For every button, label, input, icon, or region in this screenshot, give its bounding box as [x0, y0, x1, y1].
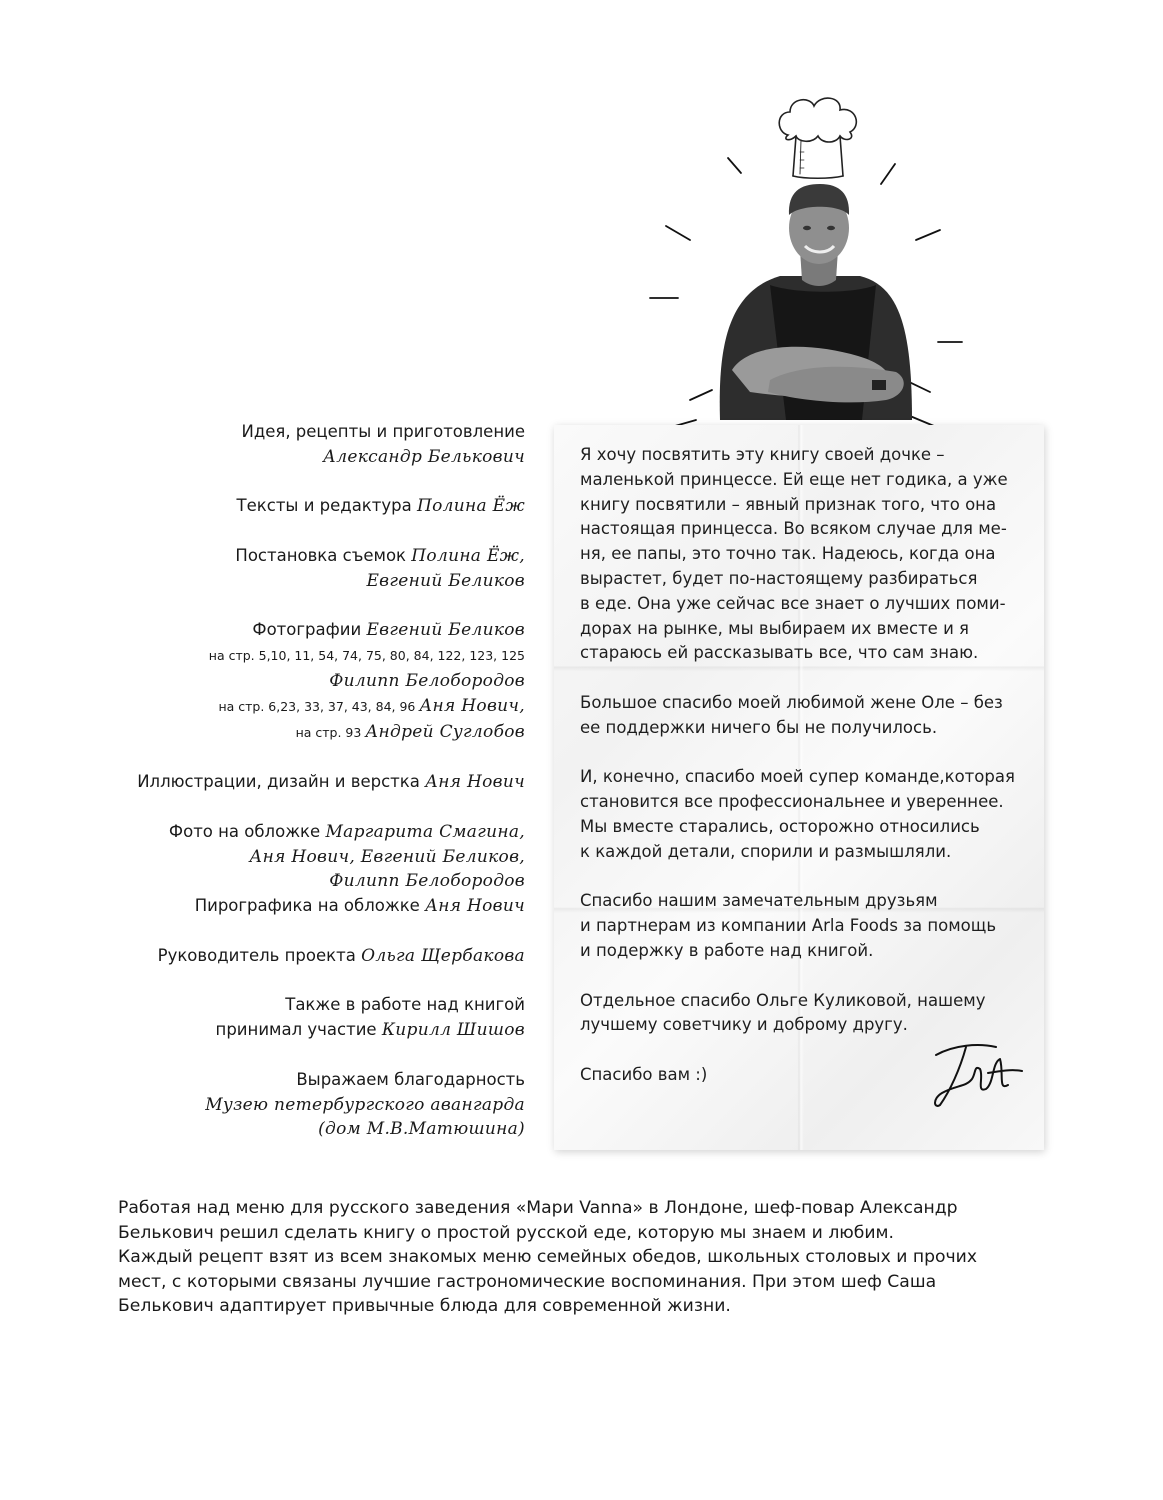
- credit-line: [100, 669, 525, 694]
- credit-name: Музею петербургского авангарда: [205, 1094, 525, 1115]
- credit-line: [100, 1093, 525, 1118]
- credit-name: Ольга Щербакова: [361, 945, 525, 966]
- credit-group: [100, 1068, 525, 1142]
- intro-line: Каждый рецепт взят из всем знакомых меню семейных обедов, школьных столовых и прочих: [118, 1247, 978, 1267]
- credit-role: принимал участие: [215, 1020, 382, 1040]
- letter-line: стараюсь ей рассказывать все, что сам знаю.: [580, 643, 979, 663]
- letter-line: Спасибо нашим замечательным друзьям: [580, 891, 938, 911]
- credit-line: [100, 820, 525, 845]
- letter-line: Отдельное спасибо Ольге Куликовой, нашему: [580, 990, 986, 1010]
- chef-sketch-svg: [600, 80, 1020, 430]
- credit-group: [100, 494, 525, 519]
- letter-paragraph: [580, 989, 1030, 1039]
- letter-line: лучшему советчику и доброму другу.: [580, 1015, 908, 1035]
- credit-name: (дом М.В.Матюшина): [318, 1119, 525, 1140]
- signature-icon: [926, 1033, 1026, 1113]
- credit-name: Евгений Беликов: [366, 570, 525, 591]
- credit-name: Филипп Белобородов: [329, 871, 525, 892]
- letter-line: к каждой детали, спорили и размышляли.: [580, 841, 952, 861]
- credit-line: [100, 720, 525, 746]
- credit-line: [100, 869, 525, 894]
- credit-name: Филипп Белобородов: [329, 670, 525, 691]
- credit-role: Фотографии: [252, 620, 367, 640]
- letter-line: Я хочу посвятить эту книгу своей дочке –: [580, 445, 945, 464]
- credit-group: [100, 944, 525, 969]
- credit-group: [100, 993, 525, 1043]
- credit-line: [100, 845, 525, 870]
- letter-line: Мы вместе старались, осторожно относились: [580, 816, 980, 836]
- letter-paragraph: [580, 765, 1030, 864]
- credit-group: [100, 420, 525, 470]
- credit-group: [100, 544, 525, 594]
- credit-name: Аня Нович: [425, 772, 525, 793]
- letter-line: Большое спасибо моей любимой жене Оле – без: [580, 692, 1003, 712]
- credit-role: Пирографика на обложке: [194, 896, 426, 916]
- credit-line: [100, 770, 525, 795]
- letter-line: и подержку в работе над книгой.: [580, 940, 874, 960]
- letter-paragraph: [580, 443, 1030, 666]
- credit-role: Постановка съемок: [235, 545, 412, 565]
- letter-line: Спасибо вам :): [580, 1064, 708, 1084]
- credit-line: [100, 694, 525, 720]
- chef-illustration: [600, 80, 1020, 430]
- credit-line: [100, 1018, 525, 1043]
- intro-line: Белькович решил сделать книгу о простой русской еде, которую мы знаем и любим.: [118, 1222, 894, 1243]
- letter-line: книгу посвятили – явный признак того, что она: [580, 494, 997, 514]
- credit-line: [100, 420, 525, 445]
- credit-line: [100, 618, 525, 643]
- letter-line: в еде. Она уже сейчас все знает о лучших поми-: [580, 593, 1006, 613]
- credit-group: [100, 618, 525, 745]
- credit-name: Аня Нович, Евгений Беликов,: [249, 846, 525, 867]
- credit-line: [100, 494, 525, 519]
- credit-line: [100, 445, 525, 470]
- credit-role: Руководитель проекта: [157, 945, 362, 965]
- credit-line: [100, 1117, 525, 1142]
- letter-line: и партнерам из компании Arla Foods за помощь: [580, 916, 997, 936]
- credit-name: Аня Нович,: [419, 695, 525, 716]
- intro-line: Белькович адаптирует привычные блюда для современной жизни.: [118, 1296, 731, 1316]
- credit-role: Идея, рецепты и приготовление: [241, 422, 525, 441]
- credit-role: Иллюстрации, дизайн и верстка: [137, 772, 426, 792]
- credit-group: [100, 820, 525, 919]
- credit-role: на стр. 6,23, 33, 37, 43, 84, 96: [218, 698, 420, 714]
- letter-paragraph: [580, 691, 1030, 741]
- credits-column: [100, 420, 525, 1167]
- credit-name: Андрей Суглобов: [365, 721, 525, 742]
- letter-line: настоящая принцесса. Во всяком случае для ме-: [580, 519, 1007, 539]
- chef-photo: [720, 184, 912, 420]
- credit-name: Кирилл Шишов: [381, 1020, 525, 1041]
- credit-name: Маргарита Смагина,: [325, 821, 525, 842]
- credit-line: [100, 1068, 525, 1093]
- intro-line: мест, с которыми связаны лучшие гастрономические воспоминания. При этом шеф Саша: [118, 1271, 937, 1292]
- credit-name: Полина Ёж,: [411, 545, 525, 566]
- credit-line: [100, 569, 525, 594]
- credit-group: [100, 770, 525, 795]
- letter-paragraph: [580, 889, 1030, 963]
- credit-name: Евгений Беликов: [366, 620, 525, 641]
- credit-line: [100, 544, 525, 569]
- credit-role: на стр. 93: [295, 724, 366, 740]
- letter-line: ее поддержки ничего бы не получилось.: [580, 717, 938, 737]
- credit-line: [100, 643, 525, 669]
- letter-line: вырастет, будет по-настоящему разбираться: [580, 568, 978, 588]
- credit-role: Тексты и редактура: [236, 496, 417, 516]
- credit-role: Фото на обложке: [168, 821, 326, 841]
- credit-name: Александр Белькович: [323, 446, 525, 467]
- letter-text: [580, 443, 1030, 1113]
- dedication-letter: [554, 425, 1044, 1150]
- credit-name: Полина Ёж: [416, 496, 525, 517]
- credit-name: Аня Нович: [425, 896, 525, 917]
- letter-line: дорах на рынке, мы выбираем их вместе и я: [580, 618, 969, 638]
- credit-line: [100, 944, 525, 969]
- letter-line: ня, ее папы, это точно так. Надеюсь, когда она: [580, 544, 996, 564]
- intro-paragraph: [118, 1196, 1018, 1319]
- credit-line: [100, 894, 525, 919]
- credit-role: на стр. 5,10, 11, 54, 74, 75, 80, 84, 122, 123, 125: [208, 648, 525, 664]
- letter-line: И, конечно, спасибо моей супер команде,которая: [580, 767, 1015, 787]
- credit-role: Также в работе над книгой: [285, 995, 525, 1015]
- letter-line: становится все профессиональнее и увереннее.: [580, 792, 1004, 812]
- intro-line: Работая над меню для русского заведения «Мари Vanna» в Лондоне, шеф-повар Александр: [118, 1198, 958, 1218]
- credit-role: Выражаем благодарность: [296, 1069, 525, 1089]
- chef-hat-icon: [779, 98, 856, 178]
- letter-line: маленькой принцессе. Ей еще нет годика, а уже: [580, 469, 1008, 489]
- credit-line: [100, 993, 525, 1018]
